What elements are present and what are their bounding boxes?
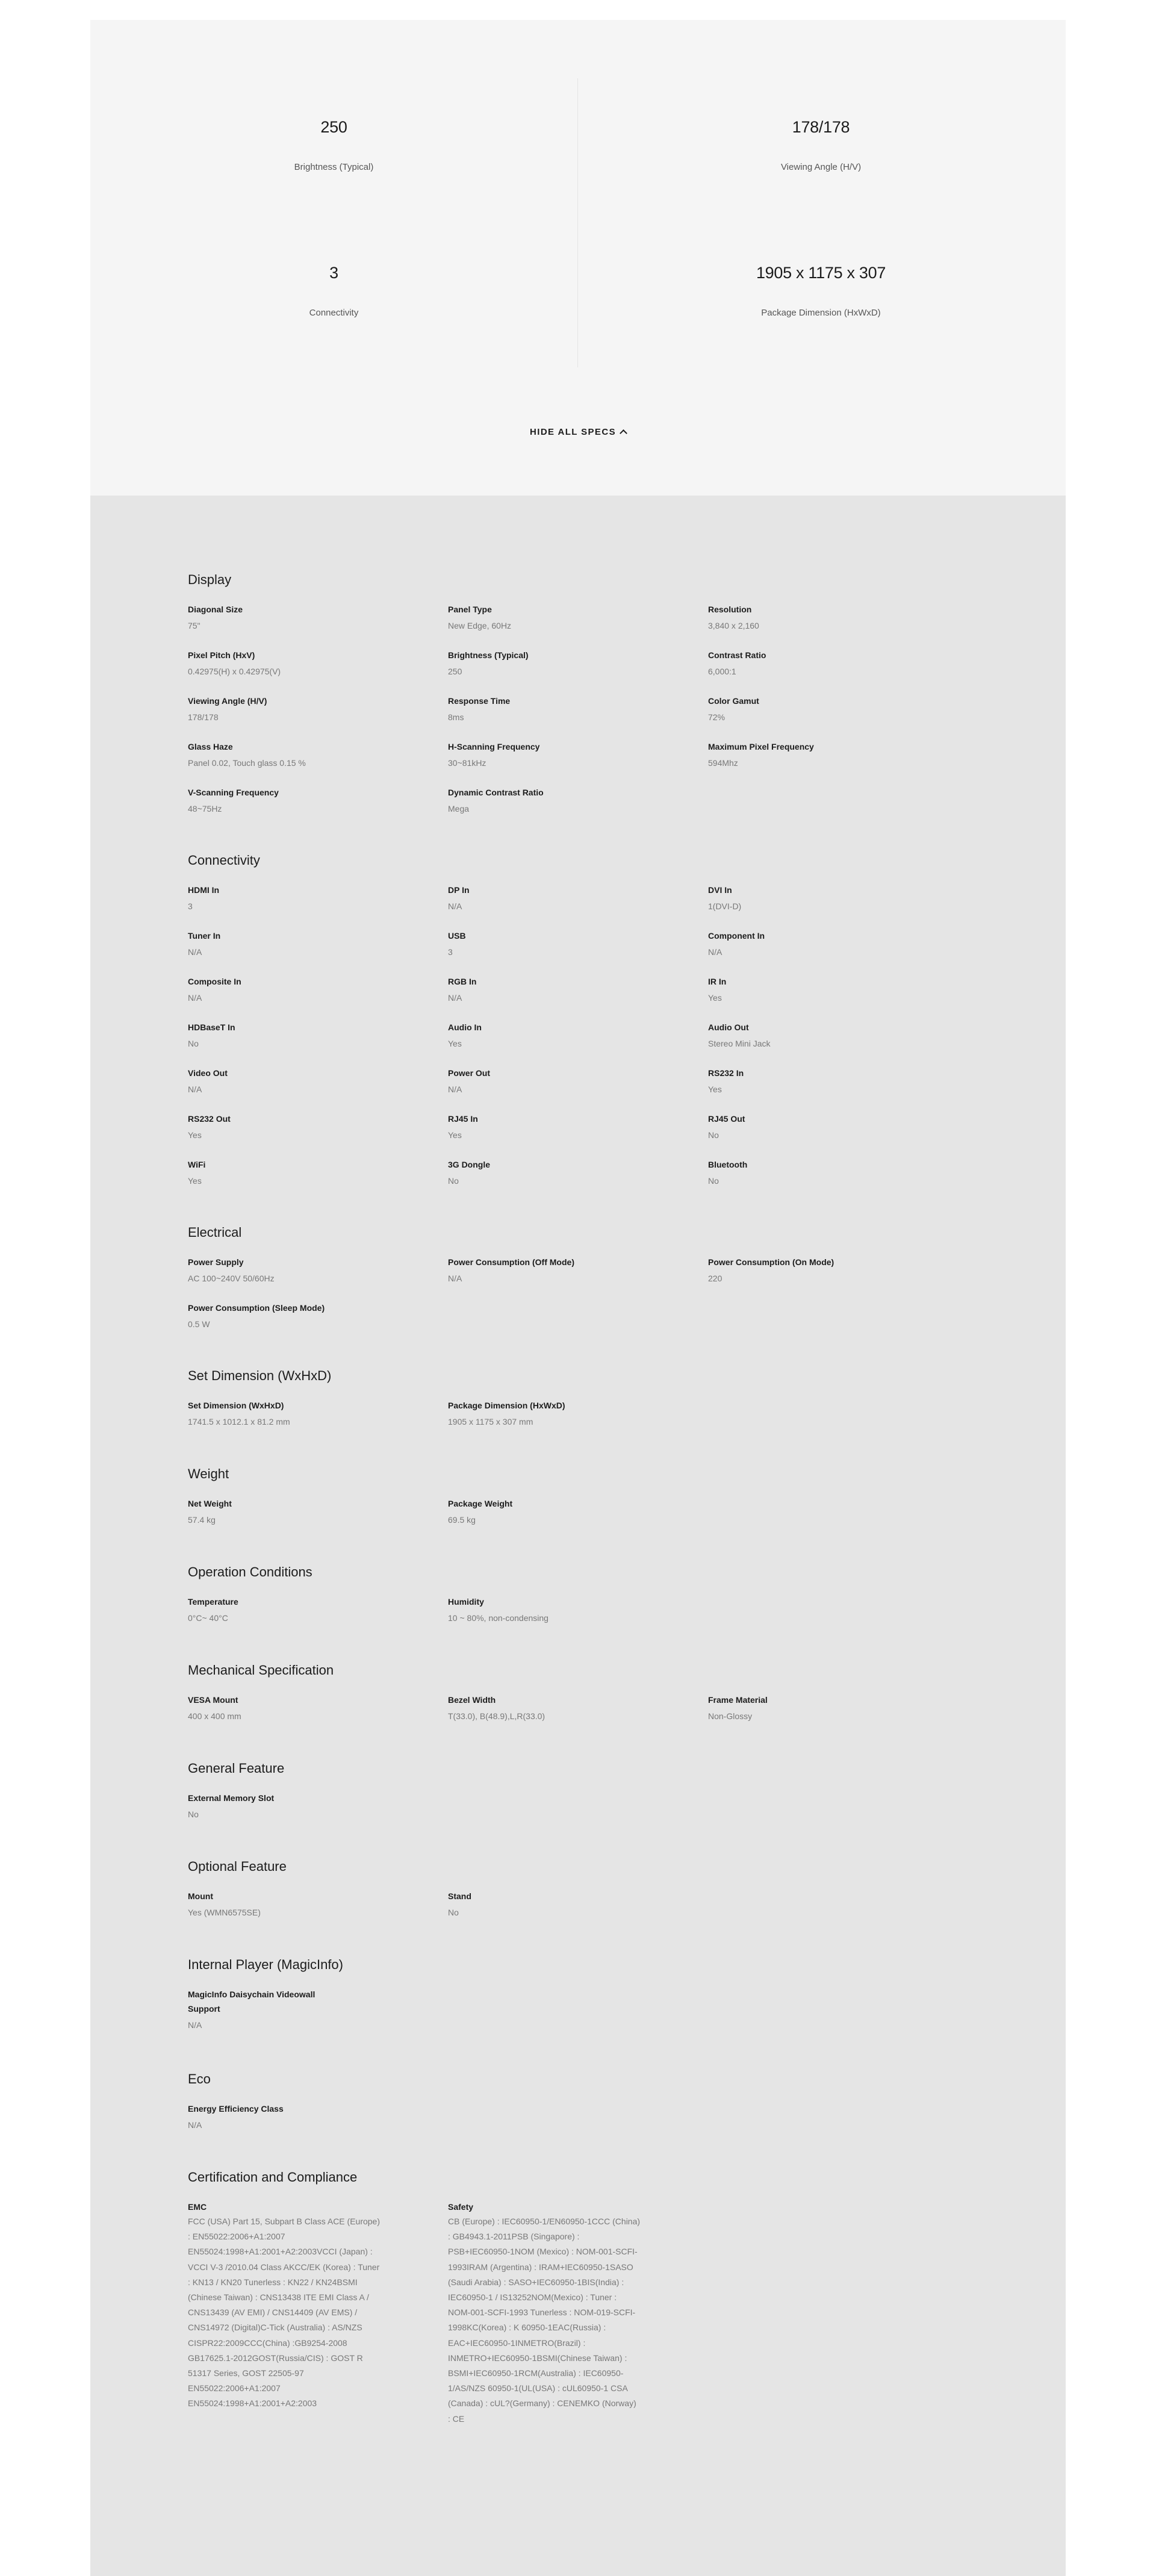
- section-title-operation-conditions: Operation Conditions: [188, 1564, 312, 1579]
- spec-name: Composite In: [188, 977, 241, 986]
- spec-item: [708, 1112, 949, 1143]
- spec-name: VESA Mount: [188, 1695, 238, 1705]
- spec-name: Bluetooth: [708, 1160, 748, 1169]
- spec-value: T(33.0), B(48.9),L,R(33.0): [448, 1711, 545, 1721]
- spec-value: Yes: [708, 993, 722, 1003]
- spec-item: [448, 883, 689, 914]
- spec-value: No: [708, 1130, 719, 1140]
- spec-item: [188, 1693, 429, 1724]
- spec-name: Set Dimension (WxHxD): [188, 1401, 284, 1410]
- product-specs: [90, 20, 1066, 2576]
- spec-item: [188, 1791, 429, 1822]
- spec-item: [448, 929, 689, 960]
- spec-value: 6,000:1: [708, 667, 736, 676]
- spec-item: [188, 974, 429, 1006]
- spec-value: 594Mhz: [708, 758, 738, 768]
- spec-item: [448, 2200, 689, 2427]
- section-title-connectivity: Connectivity: [188, 853, 260, 868]
- spec-name: Video Out: [188, 1068, 228, 1078]
- spec-name: Response Time: [448, 696, 511, 706]
- hide-all-specs-button[interactable]: [90, 427, 1066, 437]
- spec-value: N/A: [448, 1084, 462, 1094]
- spec-item: [188, 1889, 429, 1920]
- spec-value: N/A: [448, 901, 462, 911]
- spec-name: HDBaseT In: [188, 1022, 235, 1032]
- spec-item: [188, 1496, 429, 1528]
- spec-item: [448, 1398, 689, 1430]
- spec-item: [448, 1020, 689, 1051]
- spec-value: FCC (USA) Part 15, Subpart B Class ACE (Europe) : EN55022:2006+A1:2007 EN55024:1998+A1:2001+A2:2003VCCI (Japan) : VCCI V-3 /2010.04 Class AKCC/EK (Korea) : Tuner : KN13 / KN20 Tunerless : KN22 / KN24BSMI (Chinese Taiwan) : CNS13438 ITE EMI Class A / CNS13439 (AV EMI) / CNS14409 (AV EMS) / CNS14972 (Digital)C-Tick (Australia) : AS/NZS CISPR22:2009CCC(China) :GB9254-2008 GB17625.1-2012GOST(Russia/CIS) : GOST R 51317 Series, GOST 22505-97 EN55022:2006+A1:2007 EN55024:1998+A1:2001+A2:2003: [188, 2217, 380, 2409]
- section-title-internal-player: Internal Player (MagicInfo): [188, 1957, 343, 1972]
- spec-name: Mount: [188, 1891, 213, 1901]
- spec-value: Non-Glossy: [708, 1711, 753, 1721]
- spec-value: 1905 x 1175 x 307 mm: [448, 1417, 533, 1426]
- section-title-eco: Eco: [188, 2071, 211, 2086]
- spec-item: [448, 974, 689, 1006]
- section-title-weight: Weight: [188, 1466, 229, 1481]
- spec-value: 3: [448, 947, 453, 957]
- spec-name: DVI In: [708, 885, 732, 895]
- spec-item: [708, 1157, 949, 1189]
- spec-name: USB: [448, 931, 466, 941]
- spec-value: 69.5 kg: [448, 1515, 476, 1525]
- spec-value: N/A: [188, 947, 202, 957]
- spec-value: Mega: [448, 804, 470, 814]
- hide-all-specs-label: HIDE ALL SPECS: [530, 427, 616, 437]
- spec-name: EMC: [188, 2202, 207, 2212]
- spec-name: MagicInfo Daisychain Videowall Support: [188, 1990, 315, 2014]
- spec-name: Dynamic Contrast Ratio: [448, 788, 544, 797]
- spec-name: Package Dimension (HxWxD): [448, 1401, 565, 1410]
- spec-item: [188, 2200, 429, 2412]
- spec-name: WiFi: [188, 1160, 206, 1169]
- spec-name: Panel Type: [448, 605, 492, 614]
- spec-name: Temperature: [188, 1597, 238, 1607]
- spec-item: [188, 1987, 344, 2033]
- spec-name: Frame Material: [708, 1695, 768, 1705]
- spec-item: [188, 1594, 429, 1626]
- spec-value: Panel 0.02, Touch glass 0.15 %: [188, 758, 306, 768]
- spec-value: No: [708, 1176, 719, 1186]
- spec-name: Power Supply: [188, 1257, 244, 1267]
- spec-value: 0.42975(H) x 0.42975(V): [188, 667, 281, 676]
- spec-item: [708, 974, 949, 1006]
- spec-name: Bezel Width: [448, 1695, 496, 1705]
- spec-value: 1(DVI-D): [708, 901, 742, 911]
- spec-value: 3,840 x 2,160: [708, 621, 759, 630]
- spec-details: [90, 496, 1066, 2576]
- spec-name: Viewing Angle (H/V): [188, 696, 267, 706]
- spec-item: [188, 1301, 429, 1332]
- spec-item: [448, 1066, 689, 1097]
- spec-item: [188, 1157, 429, 1189]
- spec-name: Color Gamut: [708, 696, 759, 706]
- spec-item: [448, 1255, 689, 1286]
- spec-value: 220: [708, 1274, 722, 1283]
- highlight-viewing-angle: [577, 118, 1064, 172]
- spec-item: [448, 1112, 689, 1143]
- chevron-up-icon: [620, 429, 627, 437]
- spec-item: [448, 1157, 689, 1189]
- spec-value: 57.4 kg: [188, 1515, 216, 1525]
- spec-item: [188, 929, 429, 960]
- spec-value: 178/178: [188, 712, 219, 722]
- spec-value: 400 x 400 mm: [188, 1711, 241, 1721]
- spec-name: Brightness (Typical): [448, 650, 529, 660]
- spec-name: RJ45 In: [448, 1114, 478, 1124]
- spec-name: DP In: [448, 885, 470, 895]
- section-title-optional-feature: Optional Feature: [188, 1859, 287, 1874]
- spec-highlights: [90, 20, 1066, 496]
- spec-value: 72%: [708, 712, 726, 722]
- spec-name: H-Scanning Frequency: [448, 742, 540, 751]
- spec-value: N/A: [188, 2020, 202, 2030]
- spec-value: No: [448, 1176, 459, 1186]
- spec-name: RS232 In: [708, 1068, 744, 1078]
- spec-name: Net Weight: [188, 1499, 232, 1508]
- spec-item: [188, 785, 429, 817]
- spec-value: Yes: [448, 1039, 462, 1048]
- highlight-label: Connectivity: [309, 308, 359, 318]
- spec-name: Power Consumption (Off Mode): [448, 1257, 574, 1267]
- spec-item: [188, 2102, 429, 2133]
- spec-name: Audio In: [448, 1022, 482, 1032]
- spec-item: [448, 1889, 689, 1920]
- spec-name: Tuner In: [188, 931, 221, 941]
- spec-value: No: [188, 1039, 199, 1048]
- spec-item: [188, 1020, 429, 1051]
- spec-item: [448, 785, 689, 817]
- spec-name: RS232 Out: [188, 1114, 231, 1124]
- highlight-label: Package Dimension (HxWxD): [761, 308, 881, 318]
- spec-value: 250: [448, 667, 462, 676]
- section-title-electrical: Electrical: [188, 1225, 242, 1240]
- spec-item: [188, 739, 429, 771]
- spec-name: Contrast Ratio: [708, 650, 766, 660]
- spec-value: N/A: [188, 2120, 202, 2130]
- section-title-certification: Certification and Compliance: [188, 2170, 358, 2185]
- spec-value: New Edge, 60Hz: [448, 621, 512, 630]
- section-title-display: Display: [188, 572, 232, 587]
- spec-item: [448, 602, 689, 633]
- spec-name: Resolution: [708, 605, 752, 614]
- spec-item: [188, 883, 429, 914]
- spec-value: N/A: [188, 993, 202, 1003]
- spec-name: Diagonal Size: [188, 605, 243, 614]
- spec-value: Yes (WMN6575SE): [188, 1908, 261, 1917]
- spec-value: N/A: [448, 1274, 462, 1283]
- spec-item: [448, 1496, 689, 1528]
- spec-value: CB (Europe) : IEC60950-1/EN60950-1CCC (China) : GB4943.1-2011PSB (Singapore) : PSB+IEC60950-1NOM (Mexico) : NOM-001-SCFI-1993IRAM (Argentina) : IRAM+IEC60950-1SASO (Saudi Arabia) : SASO+IEC60950-1BIS(India) : IEC60950-1 / IS13252NOM(Mexico) : Tuner : NOM-001-SCFI-1993 Tunerless : NOM-019-SCFI-1998KC(Korea) : K 60950-1EAC(Russia) : EAC+IEC60950-1INMETRO(Brazil) : INMETRO+IEC60950-1BSMI(Chinese Taiwan) : BSMI+IEC60950-1RCM(Australia) : IEC60950-1/AS/NZS 60950-1(UL(USA) : cUL60950-1 CSA (Canada) : cUL?(Germany) : CENEMKO (Norway) : CE: [448, 2217, 641, 2424]
- spec-item: [708, 694, 949, 725]
- highlight-connectivity: [90, 264, 577, 318]
- spec-item: [708, 1020, 949, 1051]
- spec-name: Power Consumption (Sleep Mode): [188, 1303, 325, 1313]
- highlight-label: Brightness (Typical): [294, 162, 374, 172]
- spec-item: [708, 1255, 949, 1286]
- spec-value: 0°C~ 40°C: [188, 1613, 228, 1623]
- spec-item: [188, 1398, 429, 1430]
- spec-name: Maximum Pixel Frequency: [708, 742, 814, 751]
- section-title-set-dimension: Set Dimension (WxHxD): [188, 1368, 332, 1383]
- spec-item: [708, 648, 949, 679]
- spec-item: [188, 602, 429, 633]
- spec-value: Stereo Mini Jack: [708, 1039, 771, 1048]
- spec-value: 75": [188, 621, 200, 630]
- spec-name: Energy Efficiency Class: [188, 2104, 284, 2114]
- spec-value: N/A: [188, 1084, 202, 1094]
- spec-item: [448, 739, 689, 771]
- spec-value: Yes: [188, 1176, 202, 1186]
- spec-value: 10 ~ 80%, non-condensing: [448, 1613, 548, 1623]
- spec-name: 3G Dongle: [448, 1160, 491, 1169]
- spec-value: No: [448, 1908, 459, 1917]
- spec-value: No: [188, 1809, 199, 1819]
- spec-value: Yes: [448, 1130, 462, 1140]
- spec-value: 3: [188, 901, 193, 911]
- spec-value: AC 100~240V 50/60Hz: [188, 1274, 275, 1283]
- spec-value: 30~81kHz: [448, 758, 486, 768]
- spec-name: Pixel Pitch (HxV): [188, 650, 255, 660]
- spec-name: Power Consumption (On Mode): [708, 1257, 834, 1267]
- spec-name: Stand: [448, 1891, 471, 1901]
- highlight-brightness: [90, 118, 577, 172]
- highlight-value: 1905 x 1175 x 307: [756, 264, 886, 282]
- highlight-label: Viewing Angle (H/V): [780, 162, 862, 172]
- spec-name: External Memory Slot: [188, 1793, 275, 1803]
- spec-item: [188, 1112, 429, 1143]
- spec-name: Power Out: [448, 1068, 491, 1078]
- spec-name: Component In: [708, 931, 765, 941]
- section-title-general-feature: General Feature: [188, 1761, 285, 1776]
- spec-name: RGB In: [448, 977, 477, 986]
- spec-value: 1741.5 x 1012.1 x 81.2 mm: [188, 1417, 290, 1426]
- spec-item: [448, 648, 689, 679]
- highlight-value: 250: [320, 118, 347, 136]
- spec-value: 8ms: [448, 712, 464, 722]
- spec-item: [708, 1066, 949, 1097]
- highlight-value: 178/178: [792, 118, 850, 136]
- spec-item: [448, 1693, 689, 1724]
- spec-item: [188, 1255, 429, 1286]
- section-title-mechanical-specification: Mechanical Specification: [188, 1663, 334, 1678]
- spec-value: 48~75Hz: [188, 804, 222, 814]
- spec-value: Yes: [188, 1130, 202, 1140]
- spec-name: Package Weight: [448, 1499, 513, 1508]
- spec-value: Yes: [708, 1084, 722, 1094]
- spec-value: 0.5 W: [188, 1319, 210, 1329]
- spec-item: [708, 739, 949, 771]
- spec-value: N/A: [708, 947, 722, 957]
- spec-value: N/A: [448, 993, 462, 1003]
- spec-name: Audio Out: [708, 1022, 749, 1032]
- spec-item: [708, 602, 949, 633]
- spec-name: HDMI In: [188, 885, 220, 895]
- spec-item: [708, 883, 949, 914]
- spec-name: IR In: [708, 977, 727, 986]
- spec-name: V-Scanning Frequency: [188, 788, 279, 797]
- spec-item: [448, 1594, 689, 1626]
- spec-item: [708, 1693, 949, 1724]
- spec-item: [188, 648, 429, 679]
- spec-item: [448, 694, 689, 725]
- spec-name: Safety: [448, 2202, 474, 2212]
- spec-item: [708, 929, 949, 960]
- highlight-value: 3: [329, 264, 338, 282]
- highlight-package-dimension: [577, 264, 1064, 318]
- spec-name: Glass Haze: [188, 742, 233, 751]
- spec-item: [188, 694, 429, 725]
- spec-item: [188, 1066, 429, 1097]
- spec-name: Humidity: [448, 1597, 484, 1607]
- spec-name: RJ45 Out: [708, 1114, 745, 1124]
